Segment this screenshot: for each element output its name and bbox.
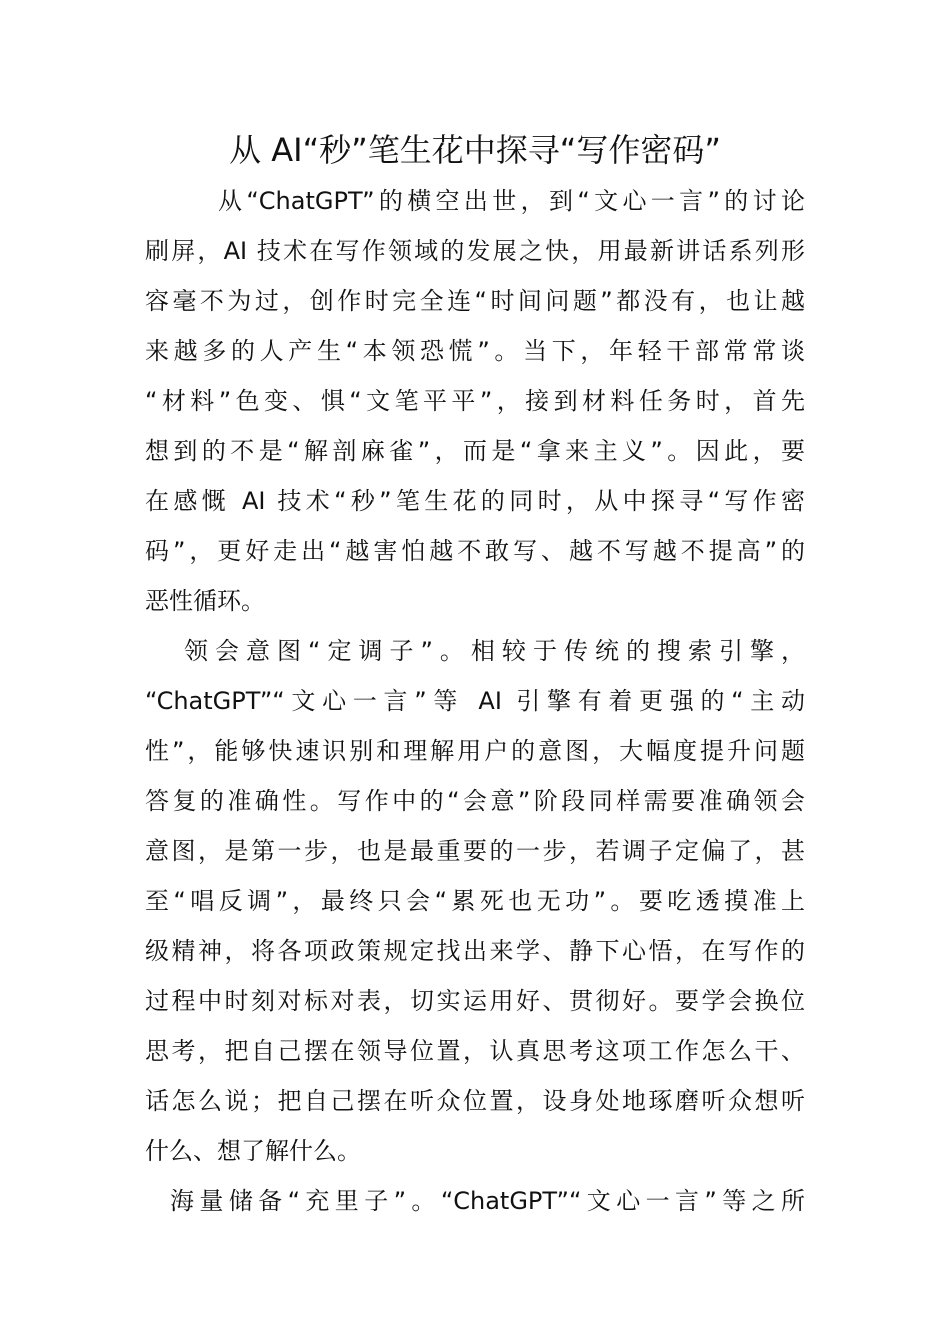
- paragraph-line: 容毫不为过，创作时完全连“时间问题”都没有，也让越: [145, 287, 805, 315]
- paragraph-line: “ChatGPT”“文心一言”等 AI 引擎有着更强的“主动: [145, 687, 805, 715]
- paragraph-line: 答复的准确性。写作中的“会意”阶段同样需要准确领会: [145, 787, 805, 815]
- paragraph-line: 想到的不是“解剖麻雀”，而是“拿来主义”。因此，要: [145, 437, 805, 465]
- paragraph-line: 码”，更好走出“越害怕越不敢写、越不写越不提高”的: [145, 537, 805, 565]
- paragraph-line: 思考，把自己摆在领导位置，认真思考这项工作怎么干、: [145, 1037, 805, 1065]
- paragraph-line: 至“唱反调”，最终只会“累死也无功”。要吃透摸准上: [145, 887, 805, 915]
- paragraph-line: 领会意图“定调子”。相较于传统的搜索引擎，: [184, 637, 805, 665]
- paragraph-line: 什么、想了解什么。: [145, 1137, 361, 1165]
- document-title: 从 AI“秒”笔生花中探寻“写作密码”: [229, 131, 721, 169]
- paragraph-line: “材料”色变、惧“文笔平平”，接到材料任务时，首先: [145, 387, 805, 415]
- paragraph-line: 过程中时刻对标对表，切实运用好、贯彻好。要学会换位: [145, 987, 805, 1015]
- paragraph-line: 话怎么说；把自己摆在听众位置，设身处地琢磨听众想听: [145, 1087, 805, 1115]
- paragraph-line: 恶性循环。: [145, 587, 265, 615]
- paragraph-line: 刷屏，AI 技术在写作领域的发展之快，用最新讲话系列形: [145, 237, 805, 265]
- paragraph-line: 海量储备“充里子”。“ChatGPT”“文心一言”等之所: [170, 1187, 805, 1215]
- paragraph-line: 性”，能够快速识别和理解用户的意图，大幅度提升问题: [145, 737, 805, 765]
- paragraph-line: 在感慨 AI 技术“秒”笔生花的同时，从中探寻“写作密: [145, 487, 805, 515]
- paragraph-line: 意图，是第一步，也是最重要的一步，若调子定偏了，甚: [145, 837, 805, 865]
- paragraph-line: 从“ChatGPT”的横空出世，到“文心一言”的讨论: [218, 187, 805, 215]
- paragraph-line: 级精神，将各项政策规定找出来学、静下心悟，在写作的: [145, 937, 805, 965]
- paragraph-line: 来越多的人产生“本领恐慌”。当下，年轻干部常常谈: [145, 337, 805, 365]
